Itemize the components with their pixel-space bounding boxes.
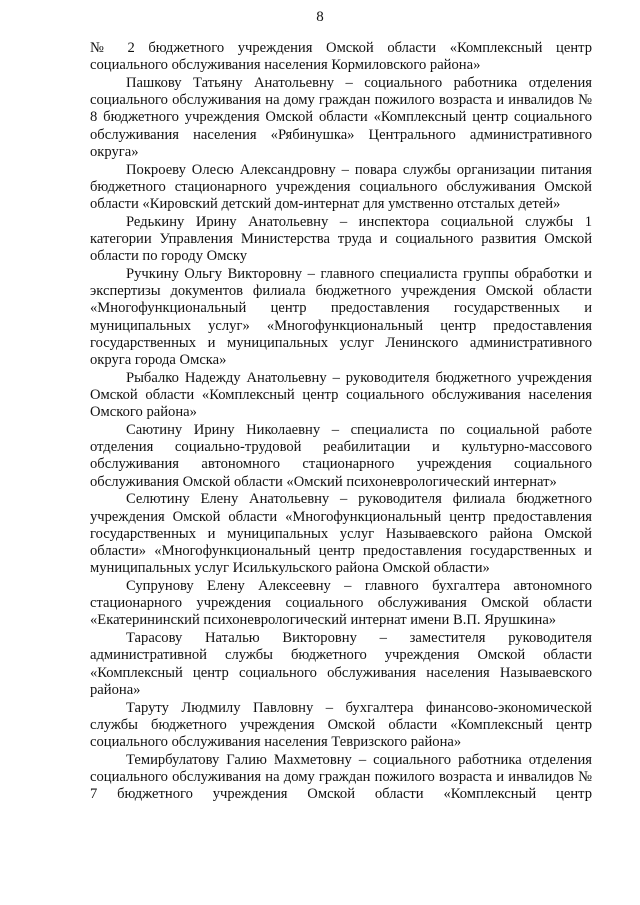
- paragraph: Редькину Ирину Анатольевну – инспектора социальной службы 1 категории Управления Министерства труда и социального развития Омской области по городу Омску: [90, 213, 592, 265]
- paragraph: Супрунову Елену Алексеевну – главного бухгалтера автономного стационарного учреждения социального обслуживания Омской области «Екатерининский психоневрологический интернат имени В.П. Ярушкина»: [90, 578, 592, 629]
- paragraph: Рыбалко Надежду Анатольевну – руководителя бюджетного учреждения Омской области «Комплексный центр социального обслуживания населения Омского района»: [90, 369, 592, 421]
- paragraph: Покроеву Олесю Александровну – повара службы организации питания бюджетного стационарного учреждения социального обслуживания Омской области «Кировский детский дом-интернат для умственно отсталых детей»: [90, 161, 592, 213]
- paragraph: Тарасову Наталью Викторовну – заместителя руководителя административной службы бюджетного учреждения Омской области «Комплексный центр социального обслуживания населения Называевского района»: [90, 630, 592, 698]
- paragraph: № 2 бюджетного учреждения Омской области «Комплексный центр социального обслуживания населения Кормиловского района»: [90, 40, 592, 74]
- paragraph: Селютину Елену Анатольевну – руководителя филиала бюджетного учреждения Омской области «Многофункциональный центр предоставления государственных и муниципальных услуг Называевского района Омской области» «Многофункциональный центр предоставления государственных и муниципальных услуг Исилькульского района Омской области»: [90, 491, 592, 577]
- page-number: 8: [316, 9, 324, 25]
- paragraph: Саютину Ирину Николаевну – специалиста по социальной работе отделения социально-трудовой реабилитации и культурно-массового обслуживания автономного стационарного учреждения социального обслуживания Омской области «Омский психоневрологический интернат»: [90, 422, 592, 490]
- paragraph: Темирбулатову Галию Махметовну – социального работника отделения социального обслуживания на дому граждан пожилого возраста и инвалидов № 7 бюджетного учреждения Омской области «Комплексный центр: [90, 751, 592, 803]
- paragraph: Пашкову Татьяну Анатольевну – социального работника отделения социального обслуживания на дому граждан пожилого возраста и инвалидов № 8 бюджетного учреждения Омской области «Комплексный центр социального обслуживания населения «Рябинушка» Центрального административного округа»: [90, 75, 592, 160]
- paragraph: Ручкину Ольгу Викторовну – главного специалиста группы обработки и экспертизы документов филиала бюджетного учреждения Омской области «Многофункциональный центр предоставления государственных и муниципальных услуг» «Многофункциональный центр предоставления государственных и муниципальных услуг Ленинского административного округа города Омска»: [90, 266, 592, 369]
- paragraph: Таруту Людмилу Павловну – бухгалтера финансово-экономической службы бюджетного учреждения Омской области «Комплексный центр социального обслуживания населения Тевризского района»: [90, 699, 592, 751]
- document-body: [90, 40, 592, 804]
